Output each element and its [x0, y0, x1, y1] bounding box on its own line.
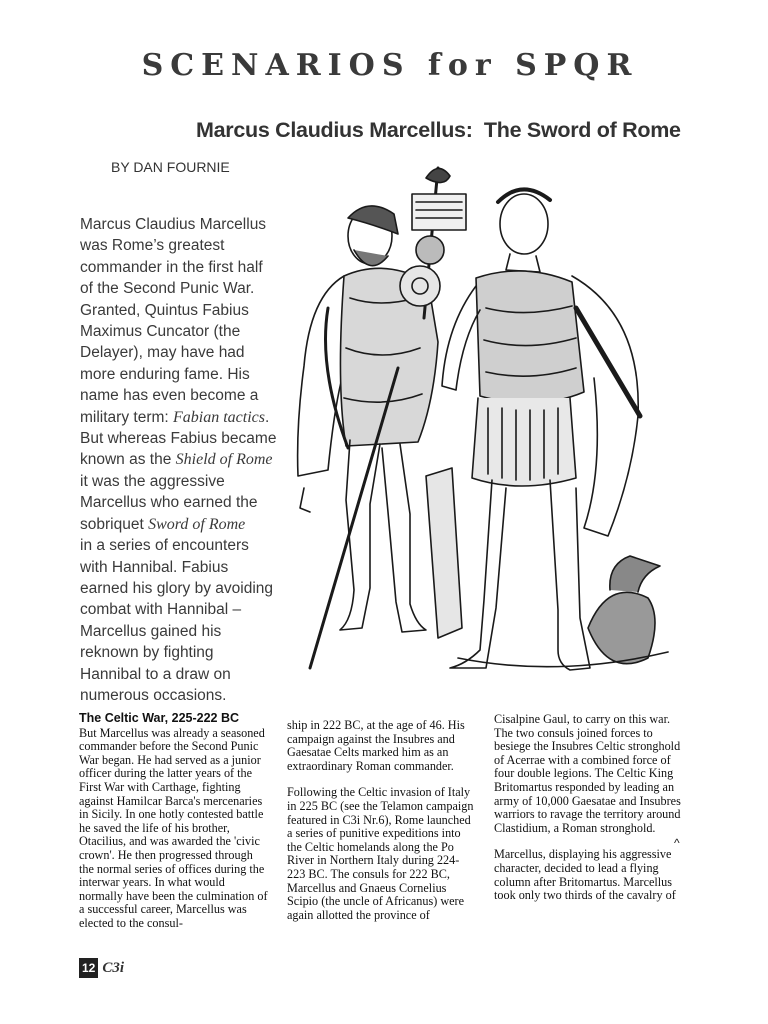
- roman-celtic-warriors-illustration: [288, 158, 696, 706]
- lead-text: Marcellus who earned the: [80, 494, 258, 512]
- masthead: SCENARIOS for SPQR: [141, 48, 639, 83]
- column-3-paragraph-1: Cisalpine Gaul, to carry on this war. The two consuls joined forces to besiege the Insubres Celtic stronghold of Acerrae with a combined force of four double legions. The Celtic King Britomartus responded by leading an army of 10,000 Gaesatae and Insubres warriors to ravage the territory around Clastidium, a Roman stronghold.: [494, 712, 681, 835]
- lead-text: combat with Hannibal –: [80, 601, 242, 619]
- lead-line: [80, 407, 290, 428]
- lead-line: [80, 664, 290, 685]
- lead-line: [80, 557, 290, 578]
- lead-line: [80, 471, 290, 492]
- column-1-paragraph: But Marcellus was already a seasoned commander before the Second Punic War began. He had served as a junior officer during the latter years of the First War with Carthage, fighting against Hamilcar Barca's mercenaries in Sicily. In one hotly contested battle he saved the life of his brother, Otacilius, and was awarded the 'civic crown'. He then progressed through the normal series of offices during the interwar years. In what would normally have been the culmination of a successful career, Marcellus was elected to the consul-: [79, 725, 268, 930]
- lead-text: Maximus Cuncator (the: [80, 323, 241, 341]
- lead-line: [80, 385, 290, 406]
- lead-text: in a series of encounters: [80, 537, 249, 555]
- lead-line: [80, 257, 290, 278]
- lead-line: [80, 214, 290, 235]
- lead-line: [80, 492, 290, 513]
- lead-line: [80, 514, 290, 535]
- lead-text: military term:: [80, 408, 173, 426]
- lead-line: [80, 321, 290, 342]
- lead-line: [80, 642, 290, 663]
- caret-mark: ^: [674, 836, 680, 850]
- lead-italic-term: Shield of Rome: [175, 451, 273, 469]
- lead-text: sobriquet: [80, 515, 149, 533]
- lead-text: earned his glory by avoiding: [80, 579, 274, 597]
- lead-line: [80, 235, 290, 256]
- lead-line: [80, 342, 290, 363]
- column-1: [79, 712, 269, 944]
- column-3: [494, 713, 684, 916]
- lead-text: .: [264, 408, 270, 426]
- lead-text: But whereas Fabius became: [80, 430, 277, 448]
- lead-line: [80, 535, 290, 556]
- lead-text: commander in the first half: [80, 258, 263, 276]
- lead-text: Marcus Claudius Marcellus: [80, 216, 267, 233]
- lead-line: [80, 578, 290, 599]
- lead-text: Hannibal to a draw on: [80, 665, 231, 683]
- lead-text: reknown by fighting: [80, 644, 214, 662]
- lead-text: known as the: [80, 451, 176, 469]
- lead-line: [80, 449, 290, 470]
- lead-text: was Rome’s greatest: [80, 237, 225, 255]
- lead-italic-term: Fabian tactics: [173, 408, 265, 426]
- lead-text: Delayer), may have had: [80, 344, 245, 362]
- column-3-paragraph-2: Marcellus, displaying his aggressive character, decided to lead a flying column after Britomartus. Marcellus took only two thirds of the cavalry of: [494, 847, 676, 903]
- lead-line: [80, 621, 290, 642]
- lead-line: [80, 685, 290, 706]
- lead-line: [80, 599, 290, 620]
- lead-text: more enduring fame. His: [80, 365, 250, 383]
- lead-text: name has even become a: [80, 387, 259, 405]
- lead-text: it was the aggressive: [80, 472, 225, 490]
- lead-text: Granted, Quintus Fabius: [80, 301, 249, 319]
- lead-text: numerous occasions.: [80, 686, 227, 704]
- column-2-paragraph-1: ship in 222 BC, at the age of 46. His campaign against the Insubres and Gaesatae Celts marked him as an extraordinary Roman commander.: [287, 718, 465, 773]
- lead-line: [80, 428, 290, 449]
- lead-line: [80, 300, 290, 321]
- lead-text: with Hannibal. Fabius: [80, 558, 229, 576]
- lead-text: Marcellus gained his: [80, 622, 222, 640]
- column-2-paragraph-2: Following the Celtic invasion of Italy in 225 BC (see the Telamon campaign featured in C3i Nr.6), Rome launched a series of punitive expeditions into the Celtic homelands along the Po River in Northern Italy during 224-223 BC. The consuls for 222 BC, Marcellus and Gnaeus Cornelius Scipio (the uncle of Africanus) were again allotted the province of: [287, 785, 474, 922]
- page-number: 12: [79, 958, 98, 978]
- lead-text: of the Second Punic War.: [80, 280, 255, 298]
- lead-paragraph: [80, 214, 290, 706]
- column-2: [287, 719, 477, 935]
- lead-italic-term: Sword of Rome: [148, 515, 246, 533]
- page-footer: [79, 957, 124, 979]
- magazine-name: C3i: [102, 959, 125, 976]
- byline: BY DAN FOURNIE: [111, 159, 230, 175]
- lead-line: [80, 278, 290, 299]
- lead-line: [80, 364, 290, 385]
- section-heading: The Celtic War, 225-222 BC: [79, 711, 240, 725]
- article-title: Marcus Claudius Marcellus: The Sword of Rome: [196, 118, 681, 142]
